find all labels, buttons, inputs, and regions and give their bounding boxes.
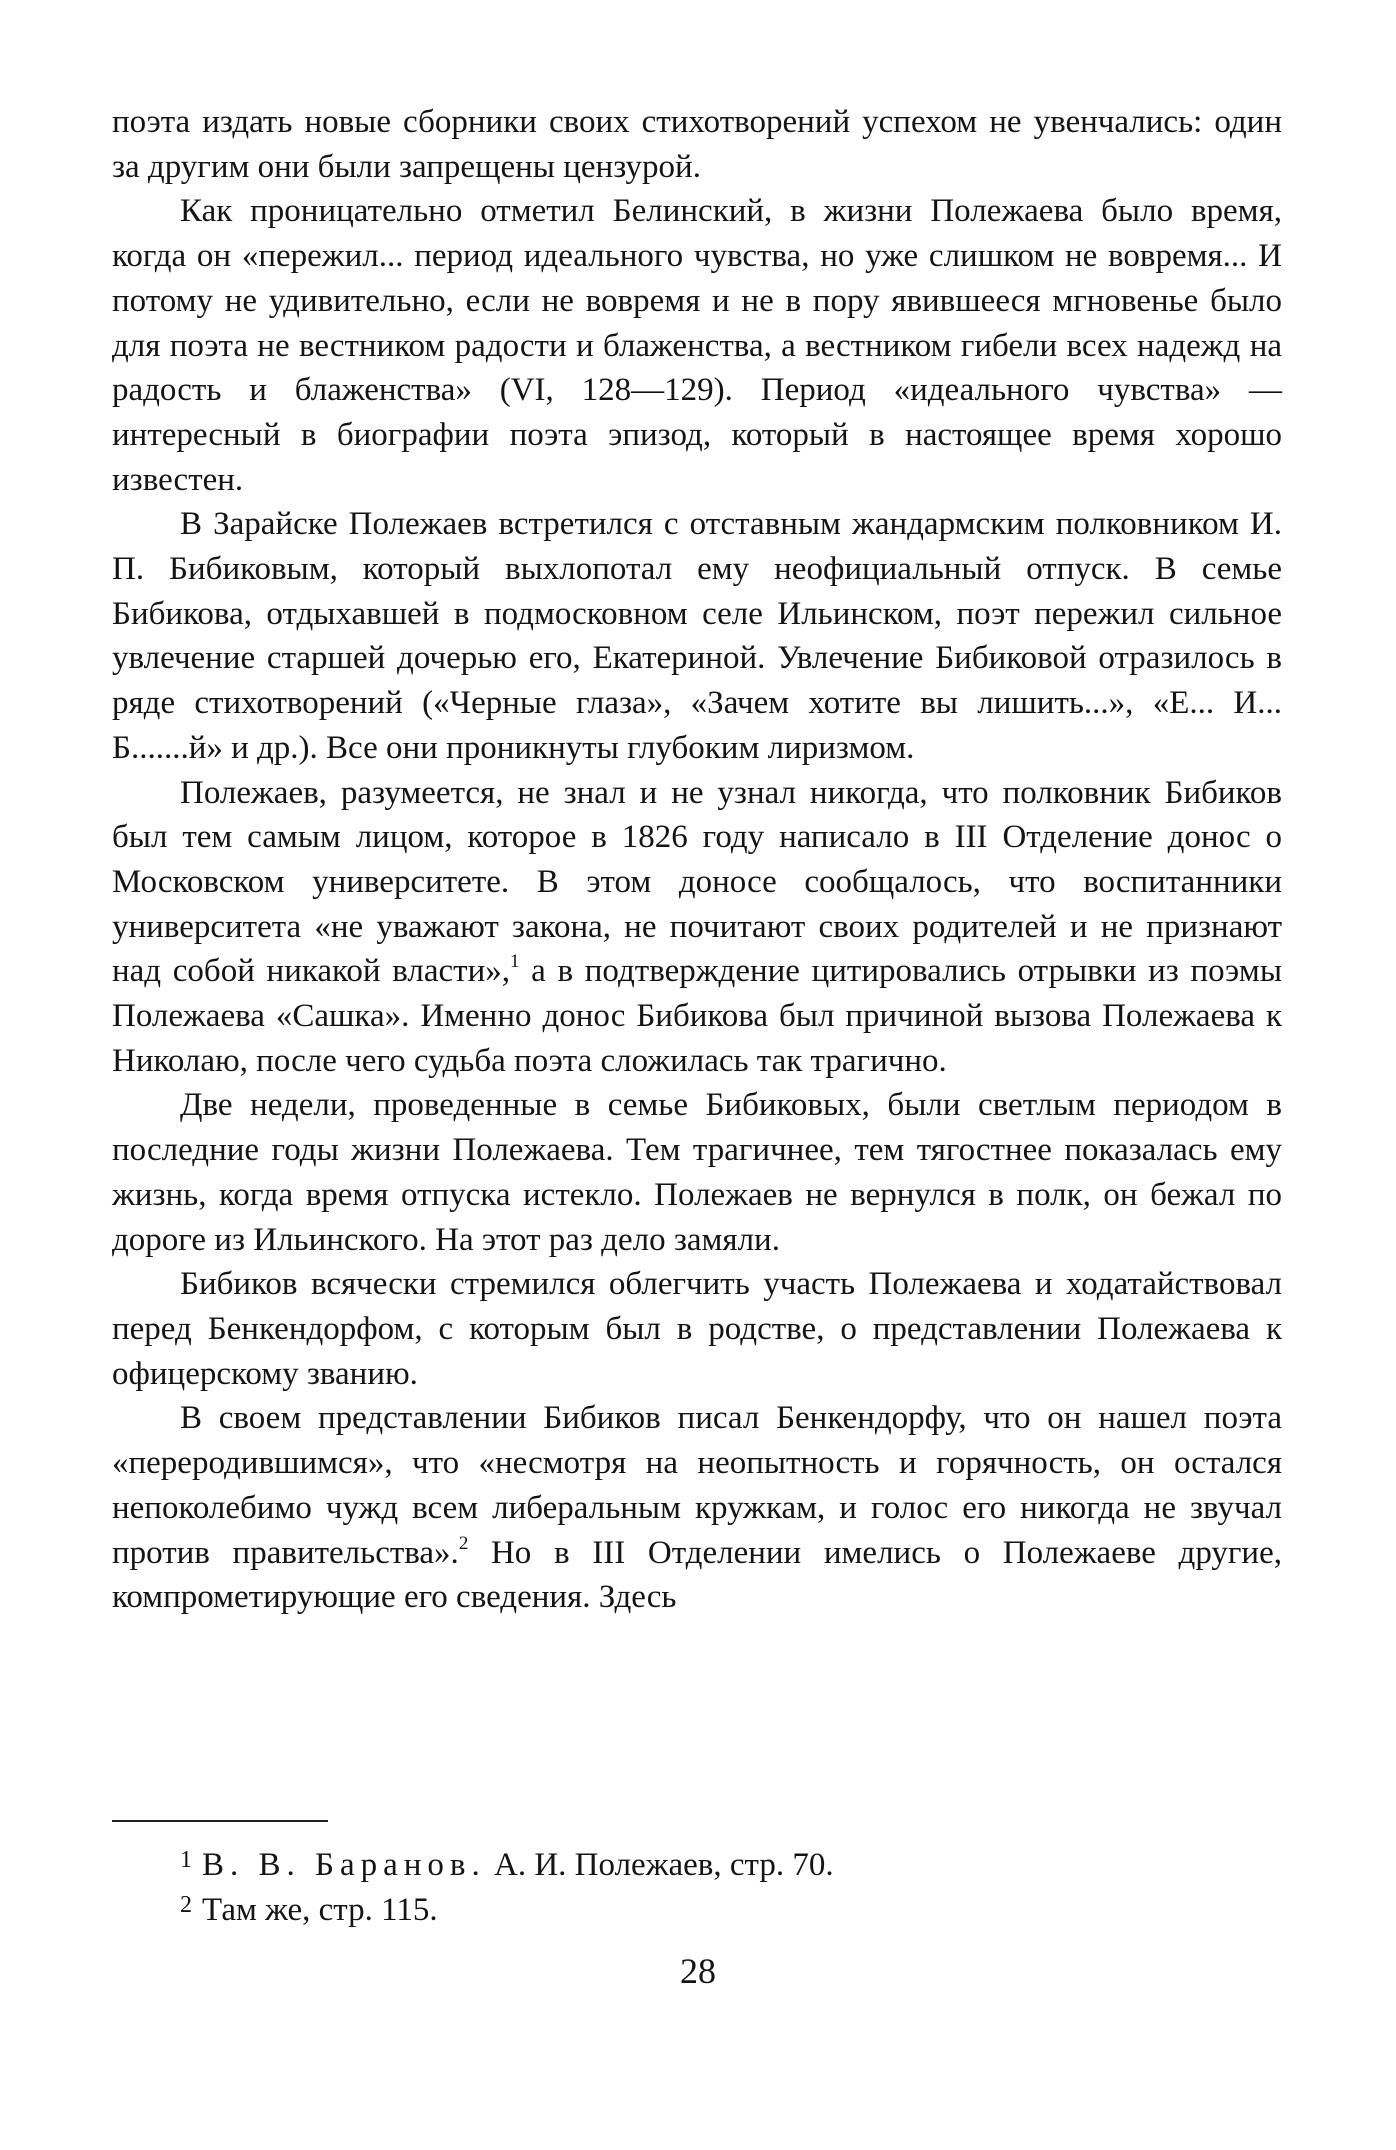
body-text bbox=[112, 100, 1282, 1620]
paragraph: Как проницательно отметил Белинский, в жизни Полежаева было время, когда он «пережил... период идеального чувства, но уже слишком не вовремя... И потому не удивительно, если не вовремя и не в пору явившееся мгновенье было для поэта не вестником радости и блаженства, а вестником гибели всех надежд на радость и блаженства» (VI, 128—129). Период «идеального чувства» — интересный в биографии поэта эпизод, который в настоящее время хорошо известен. bbox=[112, 193, 1282, 498]
footnote-divider bbox=[112, 1820, 328, 1822]
paragraph: поэта издать новые сборники своих стихотворений успехом не увенчались: один за другим они были запрещены цензурой. bbox=[112, 104, 1282, 185]
footnote-ref: 1 bbox=[510, 951, 520, 973]
paragraph: Бибиков всячески стремился облегчить участь Полежаева и ходатайствовал перед Бенкендорфом, с которым был в родстве, о представлении Полежаева к офицерскому званию. bbox=[112, 1266, 1282, 1392]
footnote-text: Там же, стр. 115. bbox=[202, 1892, 438, 1928]
paragraph-text: В своем представлении Бибиков писал Бенкендорфу, что он нашел поэта «переродившимся», что «несмотря на неопытность и горячность, он остался непоколебимо чужд всем либеральным кружкам, и голос его никогда не звучал против правительства». bbox=[112, 1400, 1282, 1571]
paragraph: В Зарайске Полежаев встретился с отставным жандармским полковником И. П. Бибиковым, который выхлопотал ему неофициальный отпуск. В семье Бибикова, отдыхавшей в подмосковном селе Ильинском, поэт пережил сильное увлечение старшей дочерью его, Екатериной. Увлечение Бибиковой отразилось в ряде стихотворений («Черные глаза», «Зачем хотите вы лишить...», «Е... И... Б.......й» и др.). Все они проникнуты глубоким лиризмом. bbox=[112, 506, 1282, 766]
footnotes bbox=[180, 1840, 1180, 1930]
footnote-author: В. В. Баранов. bbox=[202, 1847, 486, 1883]
footnote-mark: 2 bbox=[180, 1892, 192, 1918]
page-number: 28 bbox=[680, 1951, 716, 1991]
footnote-mark: 1 bbox=[180, 1847, 192, 1873]
paragraph-text-continued: а в подтверждение цитировались отрывки из поэмы Полежаева «Сашка». Именно донос Бибикова был причиной вызова Полежаева к Николаю, после чего судьба поэта сложилась так трагично. bbox=[112, 953, 1282, 1079]
footnote-text: А. И. Полежаев, стр. 70. bbox=[485, 1847, 834, 1883]
footnote-ref: 2 bbox=[458, 1532, 469, 1554]
paragraph: Две недели, проведенные в семье Бибиковых, были светлым периодом в последние годы жизни Полежаева. Тем трагичнее, тем тягостнее показалась ему жизнь, когда время отпуска истекло. Полежаев не вернулся в полк, он бежал по дороге из Ильинского. На этот раз дело замяли. bbox=[112, 1087, 1282, 1258]
footnote bbox=[180, 1885, 1180, 1930]
footnote bbox=[180, 1840, 1180, 1885]
paragraph bbox=[112, 1396, 1282, 1620]
paragraph-text-continued: Но в III Отделении имелись о Полежаеве другие, компрометирующие его сведения. Здесь bbox=[112, 1534, 1282, 1616]
paragraph bbox=[112, 771, 1282, 1084]
paragraph-text: Полежаев, разумеется, не знал и не узнал никогда, что полковник Бибиков был тем самым лицом, которое в 1826 году написало в III Отделение донос о Московском университете. В этом доносе сообщалось, что воспитанники университета «не уважают закона, не почитают своих родителей и не признают над собой никакой власти», bbox=[112, 774, 1282, 990]
